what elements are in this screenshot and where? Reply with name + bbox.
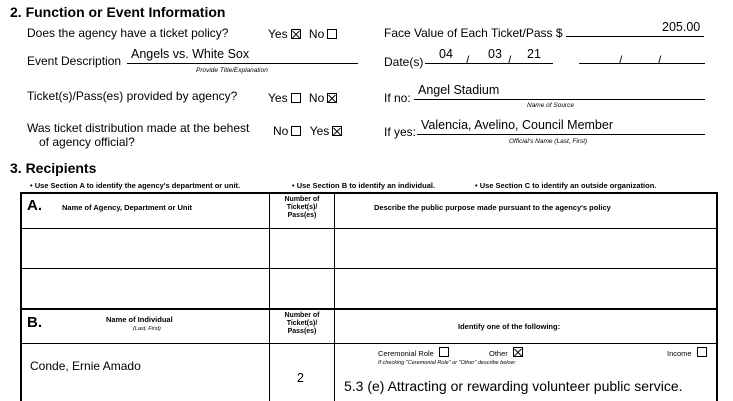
provided-yes-label: Yes — [268, 91, 288, 105]
num-col-line-3: Pass(es) — [287, 212, 317, 219]
num-col-line-2: Ticket(s)/ — [286, 320, 318, 327]
behest-yes-label: Yes — [309, 124, 330, 138]
table-divider-1 — [269, 192, 270, 401]
table-left-border — [20, 192, 22, 401]
instruction-b: • Use Section B to identify an individual. — [292, 181, 436, 190]
a-row-line — [20, 268, 717, 269]
official-line — [417, 134, 705, 135]
provided-yes-checkbox[interactable] — [291, 93, 301, 103]
source-caption: Name of Source — [527, 102, 574, 109]
provided-options — [268, 91, 337, 105]
source-line — [414, 99, 705, 100]
checking-note: If checking "Ceremonial Role" or "Other" describe below: — [378, 360, 517, 366]
section-3-title: 3. Recipients — [10, 160, 97, 176]
a-col-number — [270, 196, 334, 220]
ceremonial-label: Ceremonial Role — [378, 349, 434, 358]
date-2-line — [579, 63, 705, 64]
event-description-label: Event Description — [27, 54, 122, 68]
date-sep: / — [619, 53, 623, 67]
recipient-count: 2 — [297, 371, 304, 385]
section-b-top — [20, 308, 717, 310]
b-header-bottom — [20, 343, 717, 344]
if-no-label: If no: — [384, 91, 411, 105]
provided-no-checkbox[interactable] — [327, 93, 337, 103]
event-description-line — [127, 63, 358, 64]
date-year: 21 — [527, 47, 541, 61]
date-sep: / — [466, 53, 470, 67]
table-right-border — [716, 192, 718, 401]
ceremonial-option — [378, 347, 449, 358]
policy-yes-checkbox[interactable] — [291, 29, 301, 39]
face-value: 205.00 — [662, 20, 701, 34]
table-top-border — [20, 192, 717, 194]
provided-question: Ticket(s)/Pass(es) provided by agency? — [27, 89, 238, 103]
official-name: Valencia, Avelino, Council Member — [421, 118, 613, 132]
num-col-line-3: Pass(es) — [287, 328, 317, 335]
table-divider-2 — [334, 192, 335, 401]
a-col-name: Name of Agency, Department or Unit — [62, 203, 193, 212]
behest-question-2: of agency official? — [39, 135, 135, 149]
behest-options — [273, 124, 342, 138]
instruction-a: • Use Section A to identify the agency's department or unit. — [30, 181, 241, 190]
face-value-line — [566, 36, 704, 37]
policy-options — [268, 27, 337, 41]
date-sep: / — [508, 53, 512, 67]
section-2-title: 2. Function or Event Information — [10, 4, 226, 20]
num-col-line-1: Number of — [284, 312, 320, 319]
policy-no-checkbox[interactable] — [327, 29, 337, 39]
date-1-line — [425, 63, 553, 64]
section-b-letter: B. — [27, 314, 42, 331]
ceremonial-checkbox[interactable] — [439, 347, 449, 357]
behest-yes-checkbox[interactable] — [332, 126, 342, 136]
income-checkbox[interactable] — [697, 347, 707, 357]
policy-no-label: No — [308, 27, 325, 41]
num-col-line-1: Number of — [284, 196, 320, 203]
official-caption: Official's Name (Last, First) — [509, 138, 588, 145]
recipient-name: Conde, Ernie Amado — [30, 359, 141, 373]
policy-yes-label: Yes — [268, 27, 288, 41]
event-description: Angels vs. White Sox — [131, 47, 250, 61]
date-sep: / — [658, 53, 662, 67]
income-label: Income — [667, 349, 692, 358]
source-name: Angel Stadium — [418, 83, 500, 97]
b-col-name: Name of Individual — [106, 315, 173, 324]
purpose-text: 5.3 (e) Attracting or rewarding volunteer public service. — [344, 378, 683, 394]
event-description-caption: Provide Title/Explanation — [196, 67, 268, 74]
income-option — [667, 347, 707, 358]
policy-question: Does the agency have a ticket policy? — [27, 26, 229, 40]
date-day: 03 — [488, 47, 502, 61]
instruction-c: • Use Section C to identify an outside organization. — [475, 181, 657, 190]
other-checkbox[interactable] — [513, 347, 523, 357]
if-yes-label: If yes: — [384, 125, 417, 139]
a-col-purpose: Describe the public purpose made pursuant to the agency's policy — [374, 203, 611, 212]
b-col-name-caption: (Last, First) — [133, 326, 161, 332]
behest-no-label: No — [273, 124, 289, 138]
date-month: 04 — [439, 47, 453, 61]
num-col-line-2: Ticket(s)/ — [286, 204, 318, 211]
b-col-identify: Identify one of the following: — [458, 322, 561, 331]
other-option — [489, 347, 523, 358]
face-value-label: Face Value of Each Ticket/Pass $ — [384, 26, 563, 40]
behest-no-checkbox[interactable] — [291, 126, 301, 136]
provided-no-label: No — [308, 91, 325, 105]
b-col-number — [270, 312, 334, 336]
dates-label: Date(s) — [384, 55, 424, 69]
other-label: Other — [489, 349, 508, 358]
a-header-bottom — [20, 228, 717, 229]
behest-question-1: Was ticket distribution made at the behest — [27, 121, 250, 135]
section-a-letter: A. — [27, 197, 42, 214]
